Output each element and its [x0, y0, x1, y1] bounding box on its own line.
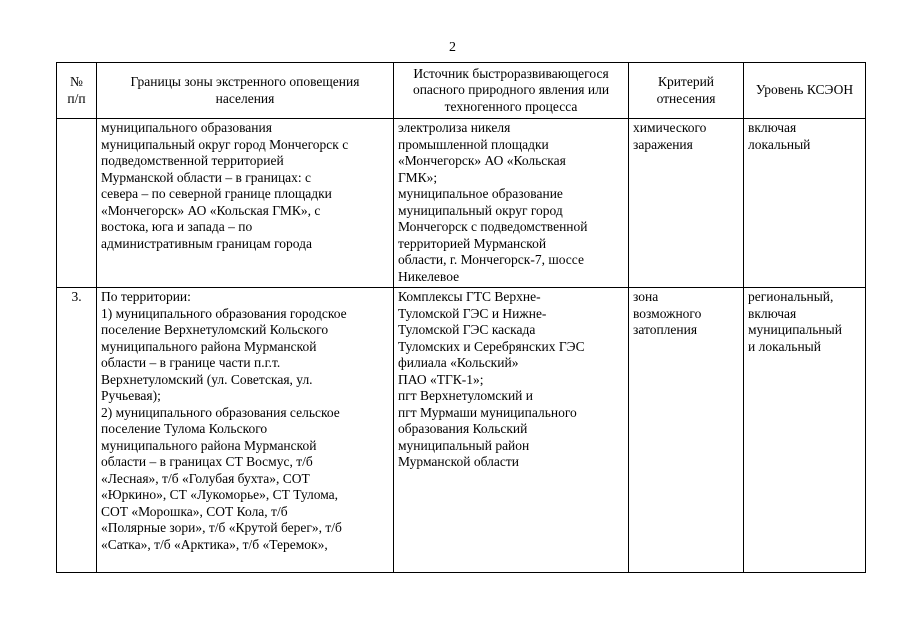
table-row [57, 119, 866, 288]
header-level [744, 63, 866, 119]
text-line: муниципальный округ город [398, 202, 563, 218]
text-line: муниципального района Мурманской [101, 437, 317, 453]
text-line: Уровень КСЭОН [755, 82, 854, 98]
text-line: поселение Верхнетуломский Кольского [101, 322, 329, 337]
text-line: промышленной площадки [398, 136, 549, 152]
text-line: территорией Мурманской [398, 235, 547, 251]
text-line: поселение Тулома Кольского [101, 421, 268, 436]
header-criterion [629, 63, 744, 119]
text-line: области, г. Мончегорск-7, шоссе [398, 252, 584, 267]
header-num [57, 63, 97, 119]
text-line: «Мончегорск» АО «Кольская ГМК», с [101, 202, 321, 218]
text-line: муниципальное образование [398, 186, 563, 201]
text-line: области – в границе части п.г.т. [101, 355, 281, 370]
criterion-cell [629, 288, 744, 573]
text-line: № [70, 74, 83, 89]
text-line: включая [748, 120, 797, 135]
text-line: возможного [633, 305, 702, 321]
text-line: востока, юга и запада – по [101, 219, 253, 234]
text-line: и локальный [748, 338, 821, 354]
hazard-source-cell [394, 288, 629, 573]
alert-zones-table [56, 62, 866, 573]
text-line: «Лесная», т/б «Голубая бухта», СОТ [101, 470, 310, 486]
text-line: «Юркино», СТ «Лукоморье», СТ Тулома, [101, 487, 339, 502]
text-line: электролиза никеля [398, 120, 511, 135]
text-line: Мончегорск с подведомственной [398, 219, 588, 234]
text-line: химического [633, 120, 707, 135]
text-line: административным границам города [101, 235, 313, 251]
text-line: подведомственной территорией [101, 153, 284, 168]
text-line: Никелевое [398, 268, 460, 284]
text-line: Туломской ГЭС и Нижне- [398, 305, 547, 321]
text-line: севера – по северной границе площадки [101, 186, 332, 201]
text-line: отнесения [656, 90, 716, 106]
text-line: муниципального образования [101, 120, 272, 135]
text-line: 1) муниципального образования городское [101, 305, 347, 321]
text-line: муниципального района Мурманской [101, 338, 317, 354]
text-line: региональный, [748, 289, 834, 304]
text-line: образования Кольский [398, 421, 528, 436]
text-line: зона [633, 289, 659, 304]
zone-boundaries-cell [97, 288, 394, 573]
page-number: 2 [449, 40, 456, 55]
text-line: Источник быстроразвивающегося [413, 65, 609, 81]
text-line: пгт Верхнетуломский и [398, 388, 533, 403]
text-line: Туломских и Серебрянских ГЭС [398, 338, 585, 354]
hazard-source-cell [394, 119, 629, 288]
text-line: Ручьевая); [101, 388, 161, 403]
zone-boundaries-cell [97, 119, 394, 288]
text-line: муниципальный [748, 322, 842, 337]
text-line: населения [215, 90, 275, 106]
level-cell [744, 119, 866, 288]
text-line: «Сатка», т/б «Арктика», т/б «Теремок», [101, 536, 328, 552]
text-line: заражения [633, 136, 693, 152]
text-line: Комплексы ГТС Верхне- [398, 289, 541, 304]
text-line: 2) муниципального образования сельское [101, 404, 340, 420]
text-line: «Полярные зори», т/б «Крутой берег», т/б [101, 520, 342, 535]
text-line: Мурманской области – в границах: с [101, 169, 312, 185]
text-line: Верхнетуломский (ул. Советская, ул. [101, 371, 313, 387]
text-line: По территории: [101, 289, 191, 304]
criterion-cell [629, 119, 744, 288]
text-line: ПАО «ТГК-1»; [398, 371, 484, 387]
text-line: Мурманской области [398, 454, 519, 469]
text-line: опасного природного явления или [412, 82, 610, 98]
header-source [394, 63, 629, 119]
header-boundaries [97, 63, 394, 119]
text-line: п/п [67, 90, 86, 106]
text-line: муниципальный район [398, 437, 530, 453]
text-line: «Мончегорск» АО «Кольская [398, 153, 566, 168]
row-number [57, 119, 97, 288]
text-line: Границы зоны экстренного оповещения [130, 74, 360, 89]
text-line: СОТ «Морошка», СОТ Кола, т/б [101, 503, 288, 519]
text-line: муниципальный округ город Мончегорск с [101, 136, 349, 152]
text-line: Критерий [657, 74, 715, 89]
text-line: Туломской ГЭС каскада [398, 322, 536, 337]
text-line: филиала «Кольский» [398, 355, 519, 370]
text-line: включая [748, 305, 797, 321]
text-line: ГМК»; [398, 169, 438, 185]
level-cell [744, 288, 866, 573]
text-line: области – в границах СТ Восмус, т/б [101, 454, 313, 469]
table-header-row [57, 63, 866, 119]
table-row [57, 288, 866, 573]
text-line: техногенного процесса [444, 98, 578, 114]
text-line: пгт Мурмаши муниципального [398, 404, 577, 420]
row-number: 3. [57, 288, 97, 573]
text-line: затопления [633, 322, 698, 337]
text-line: локальный [748, 136, 811, 152]
